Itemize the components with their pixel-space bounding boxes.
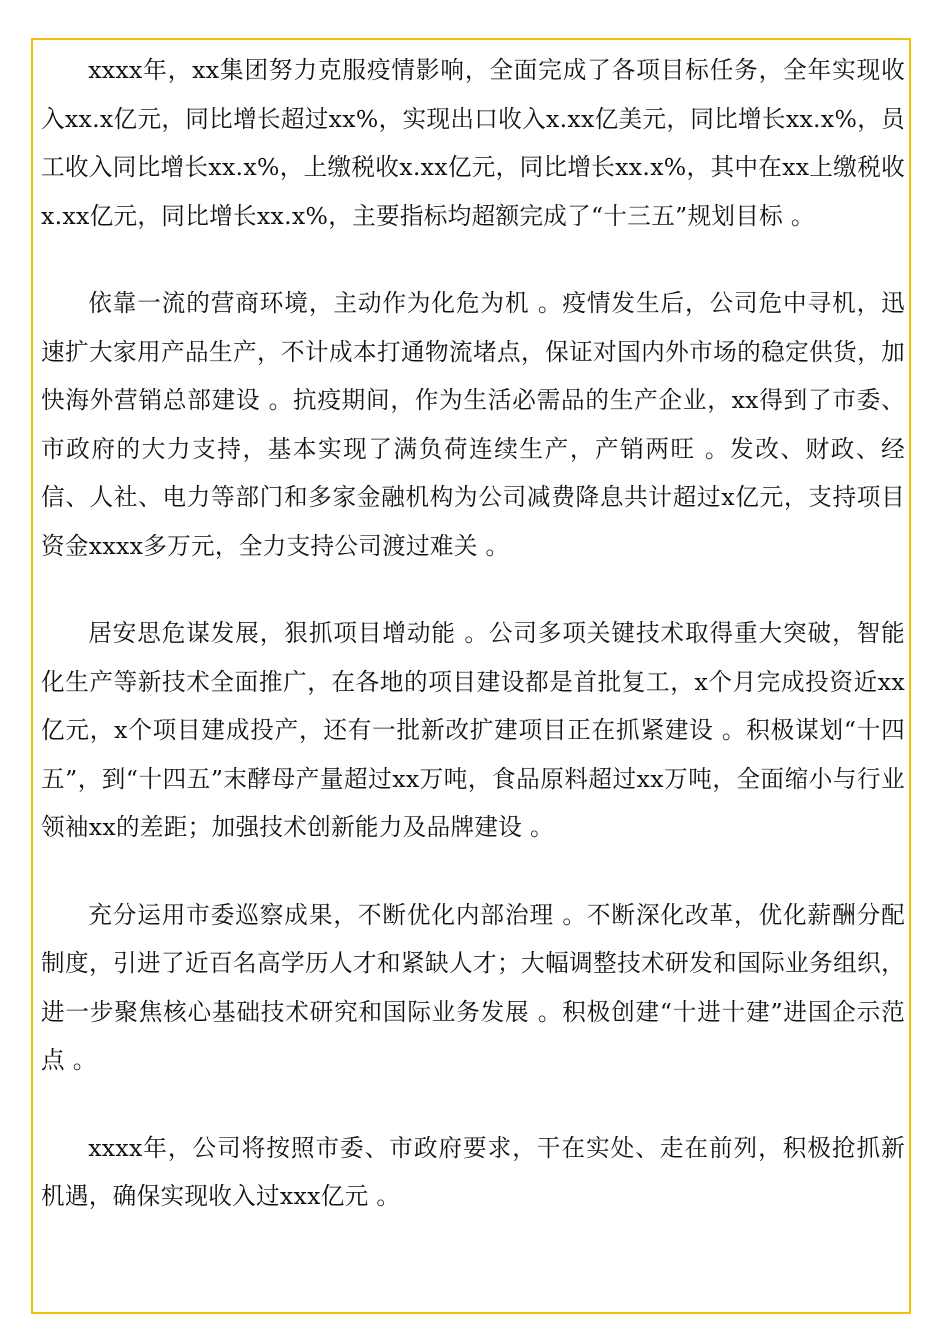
paragraph-future-goal: xxxx年，公司将按照市委、市政府要求，干在实处、走在前列，积极抢抓新机遇，确保实现收入过xxx亿元 。 <box>41 1133 905 1210</box>
paragraph-annual-summary: xxxx年，xx集团努力克服疫情影响，全面完成了各项目标任务，全年实现收入xx.x亿元，同比增长超过xx%，实现出口收入x.xx亿美元，同比增长xx.x%，员工收入同比增长xx.x%，上缴税收x.xx亿元，同比增长xx.x%，其中在xx上缴税收x.xx亿元，同比增长xx.x%，主要指标均超额完成了“十三五”规划目标 。 <box>41 56 905 230</box>
paragraph-internal-governance: 充分运用市委巡察成果，不断优化内部治理 。不断深化改革，优化薪酬分配制度，引进了近百名高学历人才和紧缺人才；大幅调整技术研发和国际业务组织，进一步聚焦核心基础技术研究和国际业务发展 。积极创建“十进十建”进国企示范点 。 <box>41 900 905 1074</box>
paragraph-project-development: 居安思危谋发展，狠抓项目增动能 。公司多项关键技术取得重大突破，智能化生产等新技术全面推广，在各地的项目建设都是首批复工，x个月完成投资近xx亿元，x个项目建成投产，还有一批新改扩建项目正在抓紧建设 。积极谋划“十四五”，到“十四五”末酵母产量超过xx万吨，食品原料超过xx万吨，全面缩小与行业领袖xx的差距；加强技术创新能力及品牌建设 。 <box>41 619 905 841</box>
document-body <box>41 46 905 1260</box>
paragraph-business-environment: 依靠一流的营商环境，主动作为化危为机 。疫情发生后，公司危中寻机，迅速扩大家用产品生产，不计成本打通物流堵点，保证对国内外市场的稳定供货，加快海外营销总部建设 。抗疫期间，作为生活必需品的生产企业，xx得到了市委、市政府的大力支持，基本实现了满负荷连续生产，产销两旺 。发改、财政、经信、人社、电力等部门和多家金融机构为公司减费降息共计超过x亿元，支持项目资金xxxx多万元，全力支持公司渡过难关 。 <box>41 289 905 560</box>
